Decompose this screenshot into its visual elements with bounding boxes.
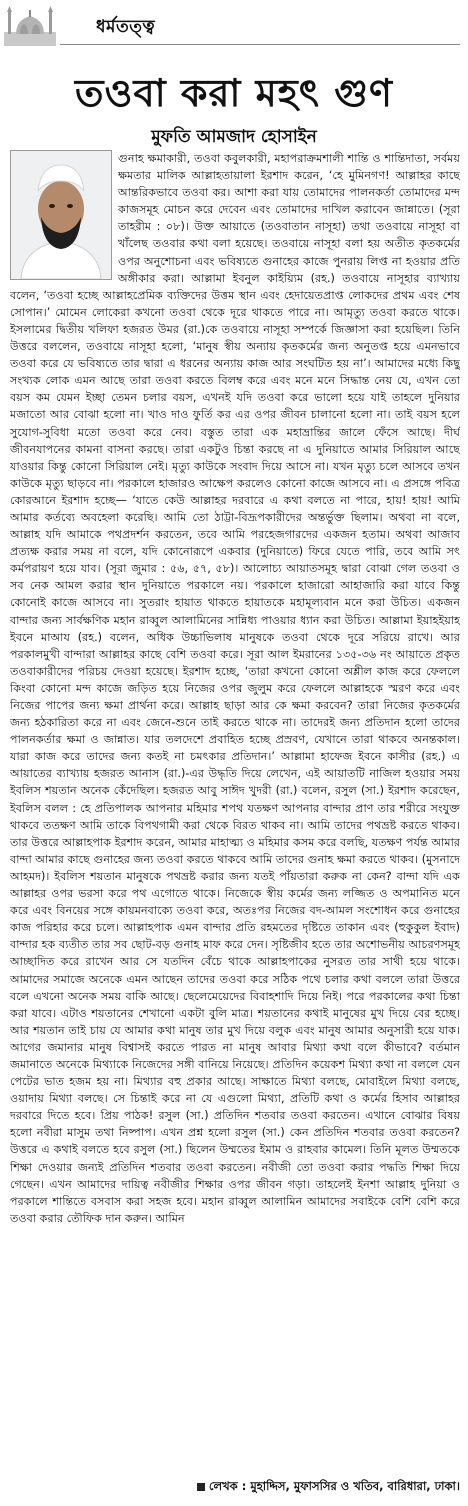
author-credit: [10, 1478, 460, 1497]
header-divider: [60, 44, 460, 45]
section-label: ধর্মতত্ত্ব: [96, 17, 156, 37]
article-title: তওবা করা মহৎ গুণ: [75, 70, 393, 115]
bullet-square-icon: [197, 1483, 205, 1491]
photo-spacer: [10, 150, 118, 282]
article-author: মুফতি আমজাদ হোসাইন: [151, 127, 317, 147]
page-header: [0, 0, 468, 54]
section-logo-mosque-icon: [4, 4, 56, 46]
article-paragraph: গুনাহ ক্ষমাকারী, তওবা কবুলকারী, মহাপরাক্রমশালী শান্তি ও শান্তিদাতা, সর্বময় ক্ষমতার মালিক আল্লাহতায়ালা ইরশাদ করেন, ‘হে মুমিনগণ! আল্লাহর কাছে আন্তরিকভাবে তওবা কর। আশা করা যায় তোমাদের পালনকর্তা তোমাদের মন্দ কাজসমূহ মোচন করে দেবেন এবং তোমাদের দাখিল করাবেন জান্নাতে। (সূরা তাহরীম : ০৮)। উক্ত আয়াতে (তওবাতান নাসূহা) তথা তওবায়ে নাসূহা বা খাঁলেছ তওবার কথা বলা হয়েছে। তওবায়ে নাসূহা বলা হয় অতীত কৃতকর্মের ওপর অনুশোচনা এবং ভবিষ্যতে গুনাহের কাজে পুনরায় লিপ্ত না হওয়ার প্রতি অঙ্গীকার করা। আল্লামা ইবনুল কাইয়্যিম (রহ.) তওবায়ে নাসূহার ব্যাখ্যায় বলেন, ‘তওবা হচ্ছে আল্লাহপ্রেমিক ব্যক্তিদের উত্তম স্থান এবং হেদায়েতপ্রাপ্ত লোকদের প্রথম এবং শেষ সোপান।’ মোমেন লোকেরা কখনো তওবা থেকে দূরে থাকতে পারে না। আমৃত্যু তওবা করতে থাকে। ইসলামের দ্বিতীয় খলিফা হজরত উমর (রা.)কে তওবায়ে নাসূহা সম্পর্কে জিজ্ঞাসা করা হয়েছিল। তিনি উত্তরে বললেন, তওবায়ে নাসূহা হলো, ‘মানুষ স্বীয় অন্যায় কৃতকর্মের জন্য অনুতপ্ত হয়ে এমনভাবে তওবা করে যে ভবিষ্যতে তার দ্বারা এ ধরনের অন্যায় কাজ আর সংঘটিত হয় না’। আমাদের মধ্যে কিছু সংখ্যক লোক এমন আছে তারা তওবা করতে বিলম্ব করে এবং মনে মনে সিদ্ধান্ত নেয় যে, এখন তো বয়স কম যেমন ইচ্ছা তেমন চলার বয়স, এখনই যদি তওবা করে ভালো হয়ে যাই তাহলে দুনিয়ার মজাতো আর বোঝা হলো না। খাও দাও ফুর্তি কর এর ওপর জীবন চালানো হলো না। তাই বয়স হলে সুযোগ-সুবিধা মতো তওবা করে নেব। বস্তুত তারা এক মহাভ্রান্তির জালে ফেঁসে আছে। দীর্ঘ জীবনযাপনের কামনা বাসনা করছে। তারা একটুও চিন্তা করছে না এ দুনিয়াতে আমার সিরিয়াল আছে যাওয়ার কিন্তু কোনো সিরিয়াল নেই। মৃত্যু কাউকে সংবাদ দিয়ে আসে না। যখন মৃত্যু চলে আসবে তখন কাউকে মৃত্যু ছাড়বে না। পরকালে হাজারও আক্ষেপ করলেও কোনো কাজে আসবে না। এ প্রসঙ্গে পবিত্র কোরআনে ইরশাদ হচ্ছে— ‘যাতে কেউ আল্লাহর দরবারে এ কথা বলতে না পারে, হায়! হায়! আমি আমার কর্তব্যে অবহেলা করেছি। আমি তো ঠাট্টা-বিদ্রূপকারীদের অন্তর্ভুক্ত ছিলাম। অথবা না বলে, আল্লাহ যদি আমাকে পথপ্রদর্শন করতেন, তবে আমি পরহেজগারদের একজন হতাম। অথবা আজাব প্রত্যক্ষ করার সময় না বলে, যদি কোনোরূপে একবার (দুনিয়াতে) ফিরে যেতে পারি, তবে আমি সৎ কর্মপরায়ণ হয়ে যাব। (সূরা জুমার : ৫৬, ৫৭, ৫৮)। আলোচ্য আয়াতসমূহ দ্বারা বোঝা গেল তওবা ও সব নেক আমল করার স্থান দুনিয়াতে পরকালে নয়। পরকালে হাজারো আহাজারি করা যাবে কিন্তু কোনোই কাজে আসবে না। সুতরাং হায়াত থাকতে হায়াতকে মহামূল্যবান মনে করা উচিত। একজন বান্দার জন্য সার্বক্ষণিক মহান রাব্বুল আলামিনের সান্নিধ্য পাওয়ার ধ্যান করা উচিত। আল্লামা ইয়াহইয়াহ ইবনে মাআয (রহ.) বলেন, অধিক উচ্চাভিলাষ মানুষকে তওবা থেকে দূরে সরিয়ে রাখে। আর পরকালমুখী বান্দারা আল্লাহর কাছে বেশি তওবা করে। সূরা আল ইমরানের ১৩৫-৩৬ নং আয়াতে প্রকৃত তওবাকারীদের পরিচয় দেওয়া হয়েছে। ইরশাদ হচ্ছে, ‘তারা কখনো কোনো অশ্লীল কাজ করে ফেললে কিংবা কোনো মন্দ কাজে জড়িত হয়ে নিজের ওপর জুলুম করে ফেললে আল্লাহকে স্মরণ করে এবং নিজের পাপের জন্য ক্ষমা প্রার্থনা করে। আল্লাহ ছাড়া আর কে ক্ষমা করবেন? তারা নিজের কৃতকর্মের জন্য হঠকারিতা করে না এবং জেনে-শুনে তাই করতে থাকে না। তাদেরই জন্য প্রতিদান হলো তাদের পালনকর্তার ক্ষমা ও জান্নাত। যার তলদেশে প্রবাহিত হচ্ছে প্রস্রবণ, যেখানে তারা থাকবে অনন্তকাল। যারা কাজ করে তাদের জন্য কতই না চমৎকার প্রতিদান।’ আল্লামা হাফেজ ইবনে কাসীর (রহ.) এ আয়াতের ব্যাখ্যায় হজরত আনাস (রা.)-এর উদ্ধৃতি দিয়ে লেখেন, এই আয়াতটি নাজিল হওয়ার সময় ইবলিস শয়তান অনেক কেঁদেছিল। হজরত আবু সাঈদ খুদরী (রা.) বলেন, রসুল (সা.) ইরশাদ করেছেন, ইবলিস বলল : হে প্রতিপালক আপনার মহিমার শপথ যতক্ষণ আপনার বান্দার প্রাণ তার শরীরে সংযুক্ত থাকবে ততক্ষণ আমি তাকে বিপথগামী করা থেকে বিরত থাকব না। আমি তাদের পথভ্রষ্ট করতে থাকব। তার উত্তরে আল্লাহপাক ইরশাদ করেন, আমার মাহাত্ম্য ও মহিমার কসম করে বলছি, যতক্ষণ পর্যন্ত আমার বান্দা আমার কাছে গুনাহের জন্য তওবা করতে থাকবে আমি তাদের গুনাহ ক্ষমা করতে থাকব। (মুসনাদে আহমদ)। ইবলিস শয়তান মানুষকে পথভ্রষ্ট করার জন্য যতই পাঁয়তারা করুক না কেন? বান্দা যদি এক আল্লাহর ওপর ভরসা করে পথ এগোতে থাকে। নিজেকে স্বীয় কর্মের জন্য লজ্জিত ও অপমানিত মনে করে এবং বিনয়ের সঙ্গে কায়মনবাক্যে তওবা করে, অতঃপর নিজের বদ-আমল সংশোধন করে গুনাহের কাজ পরিহার করে চলে। আল্লাহপাক এমন বান্দার প্রতি রহমতের দৃষ্টিতে তাকান এবং (হুকুকুল ইবাদ) বান্দার হক ব্যতীত তার সব ছোট-বড় গুনাহ মাফ করে দেন। সৃষ্টিজীব হতে তার অশোভনীয় আচরণসমূহ আচ্ছাদিত করে রাখেন আর সে যতদিন বেঁচে থাকে আল্লাহপাকের নুসরত তার সাথী হয়ে থাকে। আমাদের সমাজে অনেকে এমন আছেন তাদের তওবা করে সঠিক পথে চলার কথা বললে তারা উত্তরে বলে এখনো অনেক সময় বাকি আছে। ছেলেমেয়েদের বিবাহশাদি দিয়ে নিই। পরে পরকালের কথা চিন্তা করা যাবে। এটাও শয়তানের শেখানো একটা বুলি মাত্র। শয়তানের কথাই মানুষের মুখ দিয়ে বের হচ্ছে। আর শয়তান তাই চায় যে আমার কথা মানুষ তার মুখ দিয়ে বলুক এবং মানুষ আমার অনুসারী হয়ে যাক। আগের জমানার মানুষ বিশ্বাসই করতে পারত না মানুষ আবার মিথ্যা কথা বলে কীভাবে? বর্তমান জমানাতে অনেকে মিথ্যাকে নিজেদের সঙ্গী বানিয়ে নিয়েছে। প্রতিদিন কয়েকশ মিথ্যা কথা না বললে যেন পেটের ভাত হজম হয় না। মিথ্যার বহু প্রকার আছে। সাক্ষাতে মিথ্যা বলছে, মোবাইলে মিথ্যা বলছে, ওয়াদায় মিথ্যা বলছে। সে চিন্তাই করে না যে এগুলো মিথ্যা, প্রতিটি কথা ও কর্মের হিসাব আল্লাহর দরবারে দিতে হবে। প্রিয় পাঠক! রসুল (সা.) প্রতিদিন শতবার তওবা করতেন। এখানে বোঝার বিষয় হলো নবীরা মাসুম তথা নিষ্পাপ। এখন প্রশ্ন হলো রসুল (সা.) কেন প্রতিদিন শতবার তওবা করতেন? উত্তরে এ কথাই বলতে হবে রসুল (সা.) ছিলেন উম্মতের ইমাম ও রাহবার কামেল। তিনি মূলত উম্মতকে শিক্ষা দেওয়ার জন্যই প্রতিদিন শতবার তওবা করতেন। নবীজী তো তওবা করার পদ্ধতি শিক্ষা দিয়ে গেছেন। এখন আমাদের দায়িত্ব নবীজীর শিক্ষার ওপর জীবন গড়া। তাহলেই ইনশা আল্লাহ দুনিয়া ও পরকালে শান্তিতে বসবাস করা সহজ হবে। মহান রাব্বুল আলামিন আমাদের সবাইকে বেশি বেশি করে তওবা করার তৌফিক দান করুন। আমিন: [10, 152, 460, 1225]
article-body: [10, 150, 460, 1470]
author-credit-text: লেখক : মুহাদ্দিস, মুফাসসির ও খতিব, বারিধারা, ঢাকা।: [208, 1479, 460, 1493]
